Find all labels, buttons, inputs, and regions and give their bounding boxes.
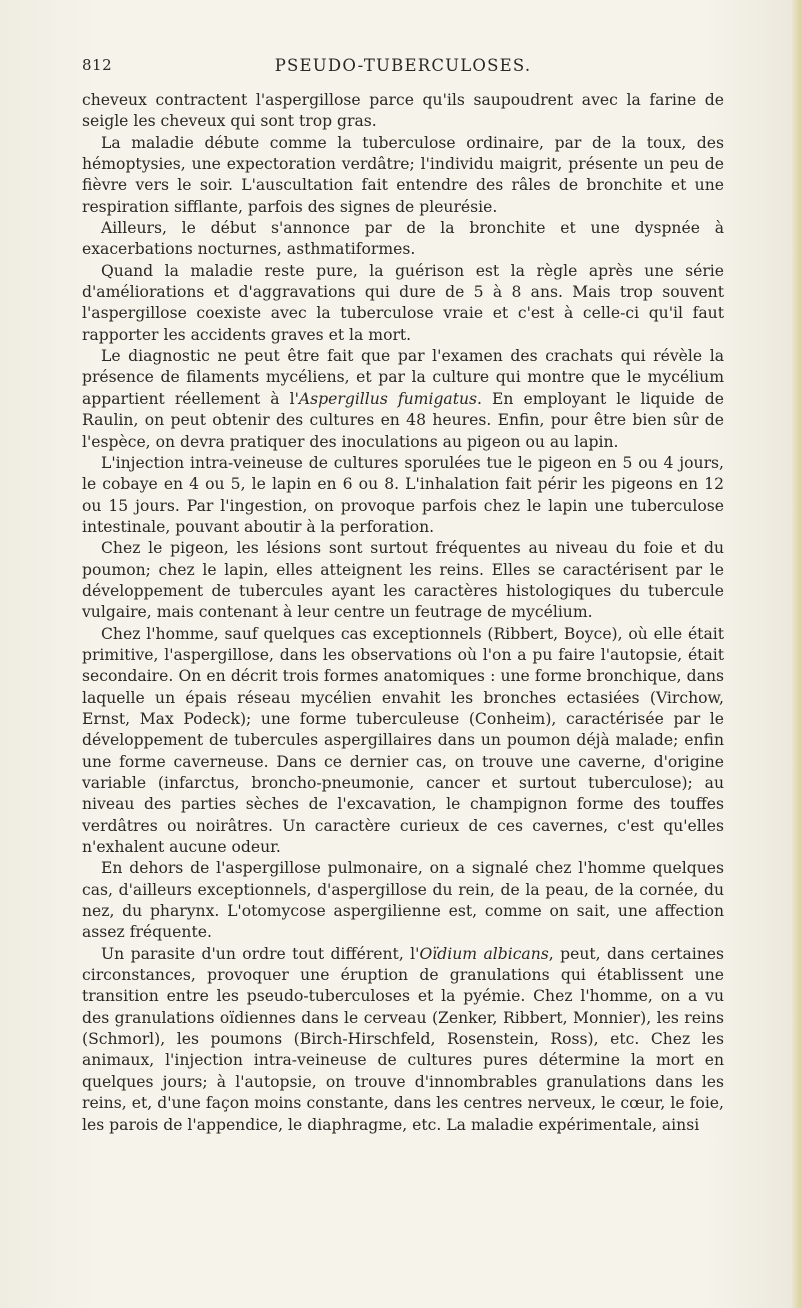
paragraph <box>82 218 724 261</box>
italic-term: Aspergillus fumigatus <box>298 389 478 408</box>
paragraph-text: Ailleurs, le début s'annonce par de la bronchite et une dyspnée à exacerbations nocturnes, asthmatiformes. <box>82 219 724 259</box>
paragraph <box>82 944 724 1136</box>
page-header <box>82 56 724 80</box>
paragraph <box>82 624 724 859</box>
paragraph-text: Chez l'homme, sauf quelques cas exceptionnels (Ribbert, Boyce), où elle était primitive, l'aspergillose, dans les observations où l'on a pu faire l'autopsie, était secondaire. On en décrit trois formes anatomiques : une forme bronchique, dans laquelle un épais réseau mycélien envahit les bronches ectasiées (Virchow, Ernst, Max Podeck); une forme tuberculeuse (Conheim), caractérisée par le développement de tubercules aspergillaires dans un poumon déjà malade; enfin une forme caverneuse. Dans ce dernier cas, on trouve une caverne, d'origine variable (infarctus, broncho-pneumonie, cancer et surtout tuberculose); au niveau des parties sèches de l'excavation, le champignon forme des touffes verdâtres ou noirâtres. Un caractère curieux de ces cavernes, c'est qu'elles n'exhalent aucune odeur. <box>82 624 724 857</box>
paragraph-text: Le diagnostic ne peut être fait que par l'examen des crachats qui révèle la présence de filaments mycéliens, et par la culture qui montre que le mycélium appartient réellement à l' <box>82 347 724 408</box>
italic-term: Oïdium albicans <box>419 944 549 963</box>
paragraph-text: . En employant le liquide de Raulin, on peut obtenir des cultures en 48 heures. Enfin, pour être bien sûr de l'espèce, on devra pratiquer des inoculations au pigeon ou au lapin. <box>82 389 724 451</box>
paragraph-text: cheveux contractent l'aspergillose parce qu'ils saupoudrent avec la farine de seigle les cheveux qui sont trop gras. <box>82 91 724 131</box>
paragraph-text: L'injection intra-veineuse de cultures sporulées tue le pigeon en 5 ou 4 jours, le cobaye en 4 ou 5, le lapin en 6 ou 8. L'inhalation fait périr les pigeons en 12 ou 15 jours. Par l'ingestion, on provoque parfois chez le lapin une tuberculose intestinale, pouvant aboutir à la perforation. <box>82 453 724 536</box>
paragraph <box>82 346 724 453</box>
paragraph <box>82 90 724 133</box>
paragraph-text: Quand la maladie reste pure, la guérison est la règle après une série d'améliorations et d'aggravations qui dure de 5 à 8 ans. Mais trop souvent l'aspergillose coexiste avec la tuberculose vraie et c'est à celle-ci qu'il faut rapporter les accidents graves et la mort. <box>82 261 724 344</box>
paragraph <box>82 261 724 346</box>
paragraph-text: Chez le pigeon, les lésions sont surtout fréquentes au niveau du foie et du poumon; chez le lapin, elles atteignent les reins. Elles se caractérisent par le développement de tubercules ayant les caractères histologiques du tubercule vulgaire, mais contenant à leur centre un feutrage de mycélium. <box>82 539 724 622</box>
running-title: PSEUDO-TUBERCULOSES. <box>274 56 532 75</box>
paragraph-text: En dehors de l'aspergillose pulmonaire, on a signalé chez l'homme quelques cas, d'ailleurs exceptionnels, d'aspergillose du rein, de la peau, de la cornée, du nez, du pharynx. L'otomycose aspergilienne est, comme on sait, une affection assez fréquente. <box>82 859 724 942</box>
paragraph-text: Un parasite d'un ordre tout différent, l' <box>101 944 420 963</box>
body-text <box>82 90 724 1136</box>
paragraph <box>82 133 724 218</box>
paragraph-text: La maladie débute comme la tuberculose ordinaire, par de la toux, des hémoptysies, une expectoration verdâtre; l'individu maigrit, présente un peu de fièvre vers le soir. L'auscultation fait entendre des râles de bronchite et une respiration sifflante, parfois des signes de pleurésie. <box>82 133 724 216</box>
page-number: 812 <box>82 56 113 74</box>
paragraph-text: , peut, dans certaines circonstances, provoquer une éruption de granulations qui établissent une transition entre les pseudo-tuberculoses et la pyémie. Chez l'homme, on a vu des granulations oïdiennes dans le cerveau (Zenker, Ribbert, Monnier), les reins (Schmorl), les poumons (Birch-Hirschfeld, Rosenstein, Ross), etc. Chez les animaux, l'injection intra-veineuse de cultures pures détermine la mort en quelques jours; à l'autopsie, on trouve d'innombrables granulations dans les reins, et, d'une façon moins constante, dans les centres nerveux, le cœur, le foie, les parois de l'appendice, le diaphragme, etc. La maladie expérimentale, ainsi <box>82 944 724 1134</box>
paragraph <box>82 538 724 623</box>
paragraph <box>82 453 724 538</box>
page-edge <box>791 0 801 1308</box>
paragraph <box>82 858 724 943</box>
